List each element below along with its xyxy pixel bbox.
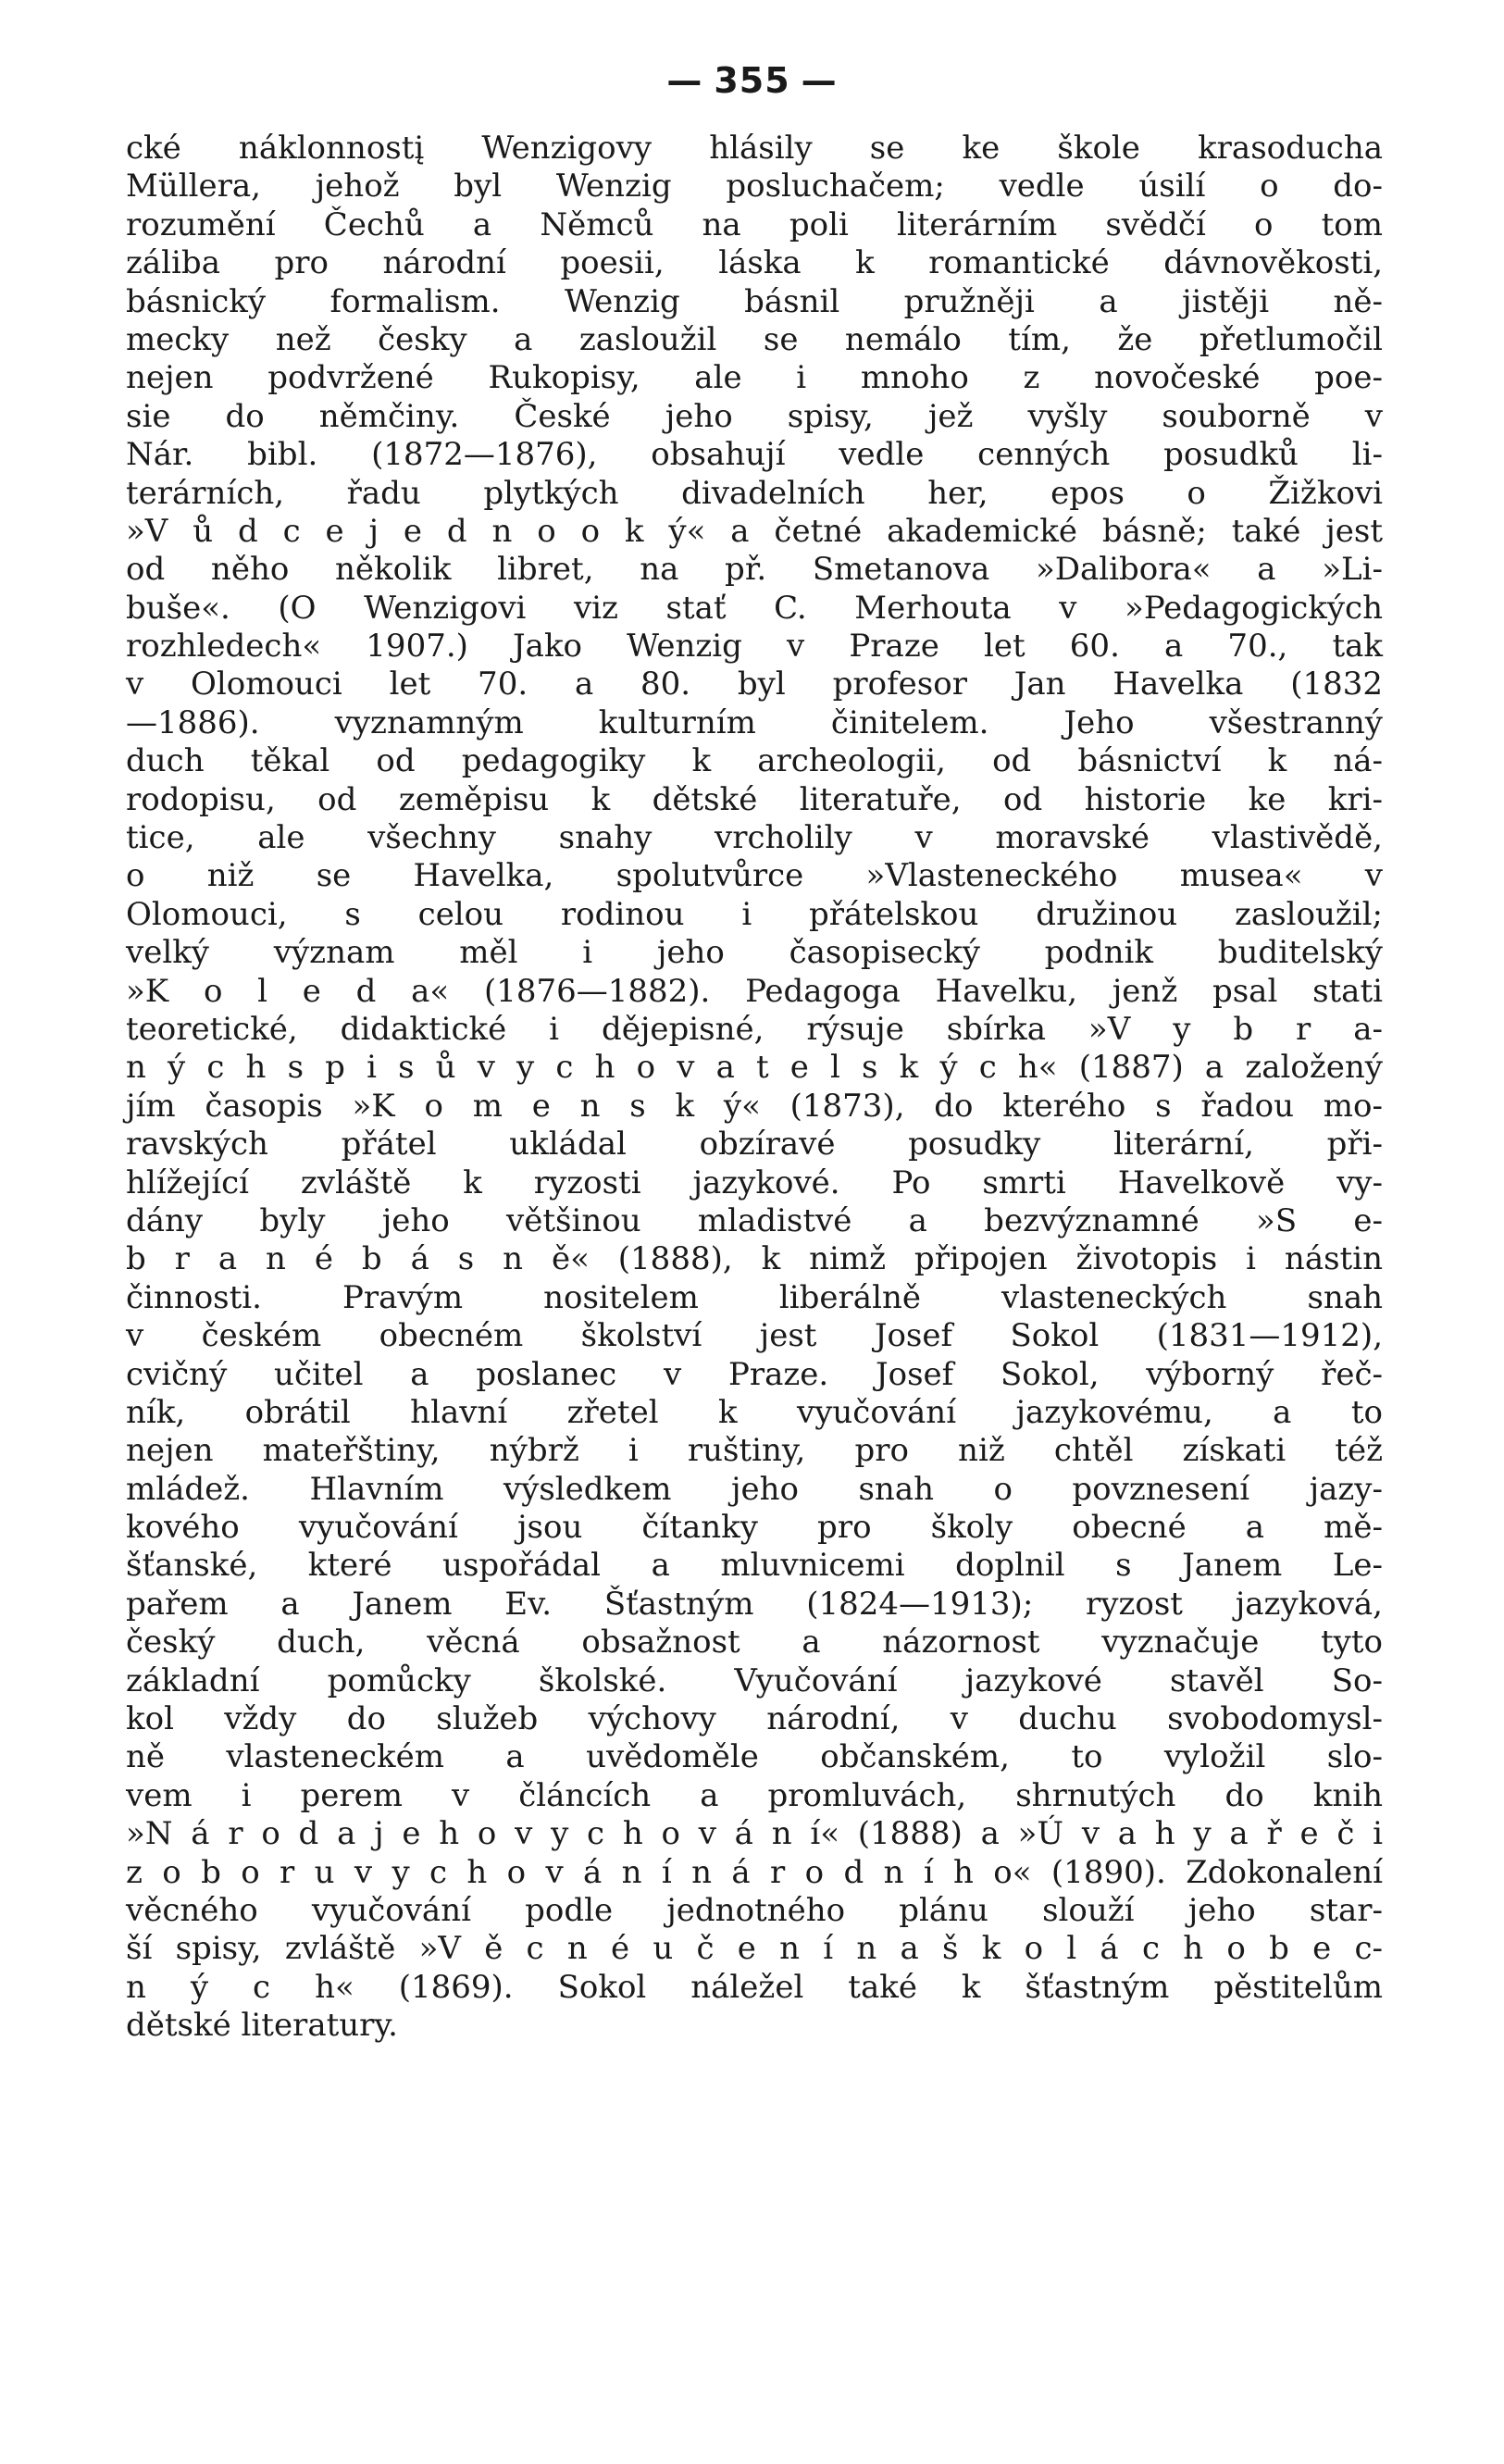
text-line: tice, ale všechny snahy vrcholily v moravské vlastivědě, bbox=[126, 819, 1383, 857]
text-line: mecky než česky a zasloužil se nemálo tím, že přetlumočil bbox=[126, 320, 1383, 358]
text-line: nejen mateřštiny, nýbrž i ruštiny, pro niž chtěl získati též bbox=[126, 1432, 1383, 1470]
text-line: základní pomůcky školské. Vyučování jazykové stavěl So- bbox=[126, 1661, 1383, 1699]
text-line: »K o l e d a« (1876—1882). Pedagoga Havelku, jenž psal stati bbox=[126, 972, 1383, 1010]
text-line: pařem a Janem Ev. Šťastným (1824—1913); ryzost jazyková, bbox=[126, 1585, 1383, 1623]
text-line: věcného vyučování podle jednotného plánu slouží jeho star- bbox=[126, 1891, 1383, 1929]
text-line: Olomouci, s celou rodinou i přátelskou družinou zasloužil; bbox=[126, 895, 1383, 933]
text-line: duch těkal od pedagogiky k archeologii, od básnictví k ná- bbox=[126, 742, 1383, 780]
text-line: básnický formalism. Wenzig básnil pružněji a jistěji ně- bbox=[126, 282, 1383, 320]
text-line: sie do němčiny. České jeho spisy, jež vyšly souborně v bbox=[126, 397, 1383, 435]
text-line: n ý c h s p i s ů v y c h o v a t e l s k ý c h« (1887) a založený bbox=[126, 1049, 1383, 1087]
text-line: »N á r o d a j e h o v y c h o v á n í« (1888) a »Ú v a h y a ř e č i bbox=[126, 1815, 1383, 1853]
text-line: cké náklonnostį Wenzigovy hlásily se ke škole krasoducha bbox=[126, 130, 1383, 167]
text-line: b r a n é b á s n ě« (1888), k nimž připojen životopis i nástin bbox=[126, 1240, 1383, 1278]
text-line: činnosti. Pravým nositelem liberálně vlasteneckých snah bbox=[126, 1278, 1383, 1316]
text-line: Nár. bibl. (1872—1876), obsahují vedle cenných posudků li- bbox=[126, 436, 1383, 474]
text-line: —1886). vyznamným kulturním činitelem. Jeho všestranný bbox=[126, 703, 1383, 741]
text-line: o niž se Havelka, spolutvůrce »Vlasteneckého musea« v bbox=[126, 857, 1383, 895]
text-line: český duch, věcná obsažnost a názornost vyznačuje tyto bbox=[126, 1624, 1383, 1661]
text-line: kol vždy do služeb výchovy národní, v duchu svobodomysl- bbox=[126, 1700, 1383, 1738]
text-line: v Olomouci let 70. a 80. byl profesor Jan Havelka (1832 bbox=[126, 666, 1383, 703]
text-line: od něho několik libret, na př. Smetanova »Dalibora« a »Li- bbox=[126, 551, 1383, 589]
body-text bbox=[126, 130, 1383, 2046]
text-line: rodopisu, od zeměpisu k dětské literatuře, od historie ke kri- bbox=[126, 780, 1383, 818]
text-line: rozumění Čechů a Němců na poli literárním svědčí o tom bbox=[126, 205, 1383, 243]
text-line: ší spisy, zvláště »V ě c n é u č e n í n a š k o l á c h o b e c- bbox=[126, 1930, 1383, 1968]
text-line: nejen podvržené Rukopisy, ale i mnoho z novočeské poe- bbox=[126, 359, 1383, 397]
text-line: kového vyučování jsou čítanky pro školy obecné a mě- bbox=[126, 1509, 1383, 1547]
text-line: vem i perem v článcích a promluvách, shrnutých do knih bbox=[126, 1776, 1383, 1814]
text-line: teoretické, didaktické i dějepisné, rýsuje sbírka »V y b r a- bbox=[126, 1010, 1383, 1048]
page-number-value: 355 bbox=[714, 60, 790, 101]
text-line: dány byly jeho většinou mladistvé a bezvýznamné »S e- bbox=[126, 1201, 1383, 1239]
text-line: n ý c h« (1869). Sokol náležel také k šťastným pěstitelům bbox=[126, 1968, 1383, 2006]
page-number-dash-left: — bbox=[666, 60, 703, 101]
text-line: dětské literatury. bbox=[126, 2007, 398, 2045]
text-line: terárních, řadu plytkých divadelních her, epos o Žižkovi bbox=[126, 474, 1383, 512]
text-line: cvičný učitel a poslanec v Praze. Josef Sokol, výborný řeč- bbox=[126, 1355, 1383, 1393]
text-line: velký význam měl i jeho časopisecký podnik buditelský bbox=[126, 934, 1383, 972]
text-line: ravských přátel ukládal obzíravé posudky literární, při- bbox=[126, 1126, 1383, 1164]
page-number bbox=[0, 57, 1504, 104]
text-line: jím časopis »K o m e n s k ý« (1873), do kterého s řadou mo- bbox=[126, 1087, 1383, 1125]
text-line: ník, obrátil hlavní zřetel k vyučování jazykovému, a to bbox=[126, 1393, 1383, 1431]
text-line: rozhledech« 1907.) Jako Wenzig v Praze let 60. a 70., tak bbox=[126, 628, 1383, 666]
text-line: šťanské, které uspořádal a mluvnicemi doplnil s Janem Le- bbox=[126, 1547, 1383, 1585]
text-line: hlížející zvláště k ryzosti jazykové. Po smrti Havelkově vy- bbox=[126, 1164, 1383, 1201]
text-line: mládež. Hlavním výsledkem jeho snah o povznesení jazy- bbox=[126, 1470, 1383, 1508]
text-line: záliba pro národní poesii, láska k romantické dávnověkosti, bbox=[126, 244, 1383, 282]
text-line: Müllera, jehož byl Wenzig posluchačem; vedle úsilí o do- bbox=[126, 168, 1383, 205]
page-number-dash-right: — bbox=[801, 60, 838, 101]
text-line: v českém obecném školství jest Josef Sokol (1831—1912), bbox=[126, 1317, 1383, 1355]
text-line: z o b o r u v y c h o v á n í n á r o d n í h o« (1890). Zdokonalení bbox=[126, 1853, 1383, 1891]
text-line: buše«. (O Wenzigovi viz stať C. Merhouta v »Pedagogických bbox=[126, 589, 1383, 627]
text-line: ně vlasteneckém a uvědoměle občanském, to vyložil slo- bbox=[126, 1738, 1383, 1776]
text-line: »V ů d c e j e d n o o k ý« a četné akademické básně; také jest bbox=[126, 512, 1383, 550]
